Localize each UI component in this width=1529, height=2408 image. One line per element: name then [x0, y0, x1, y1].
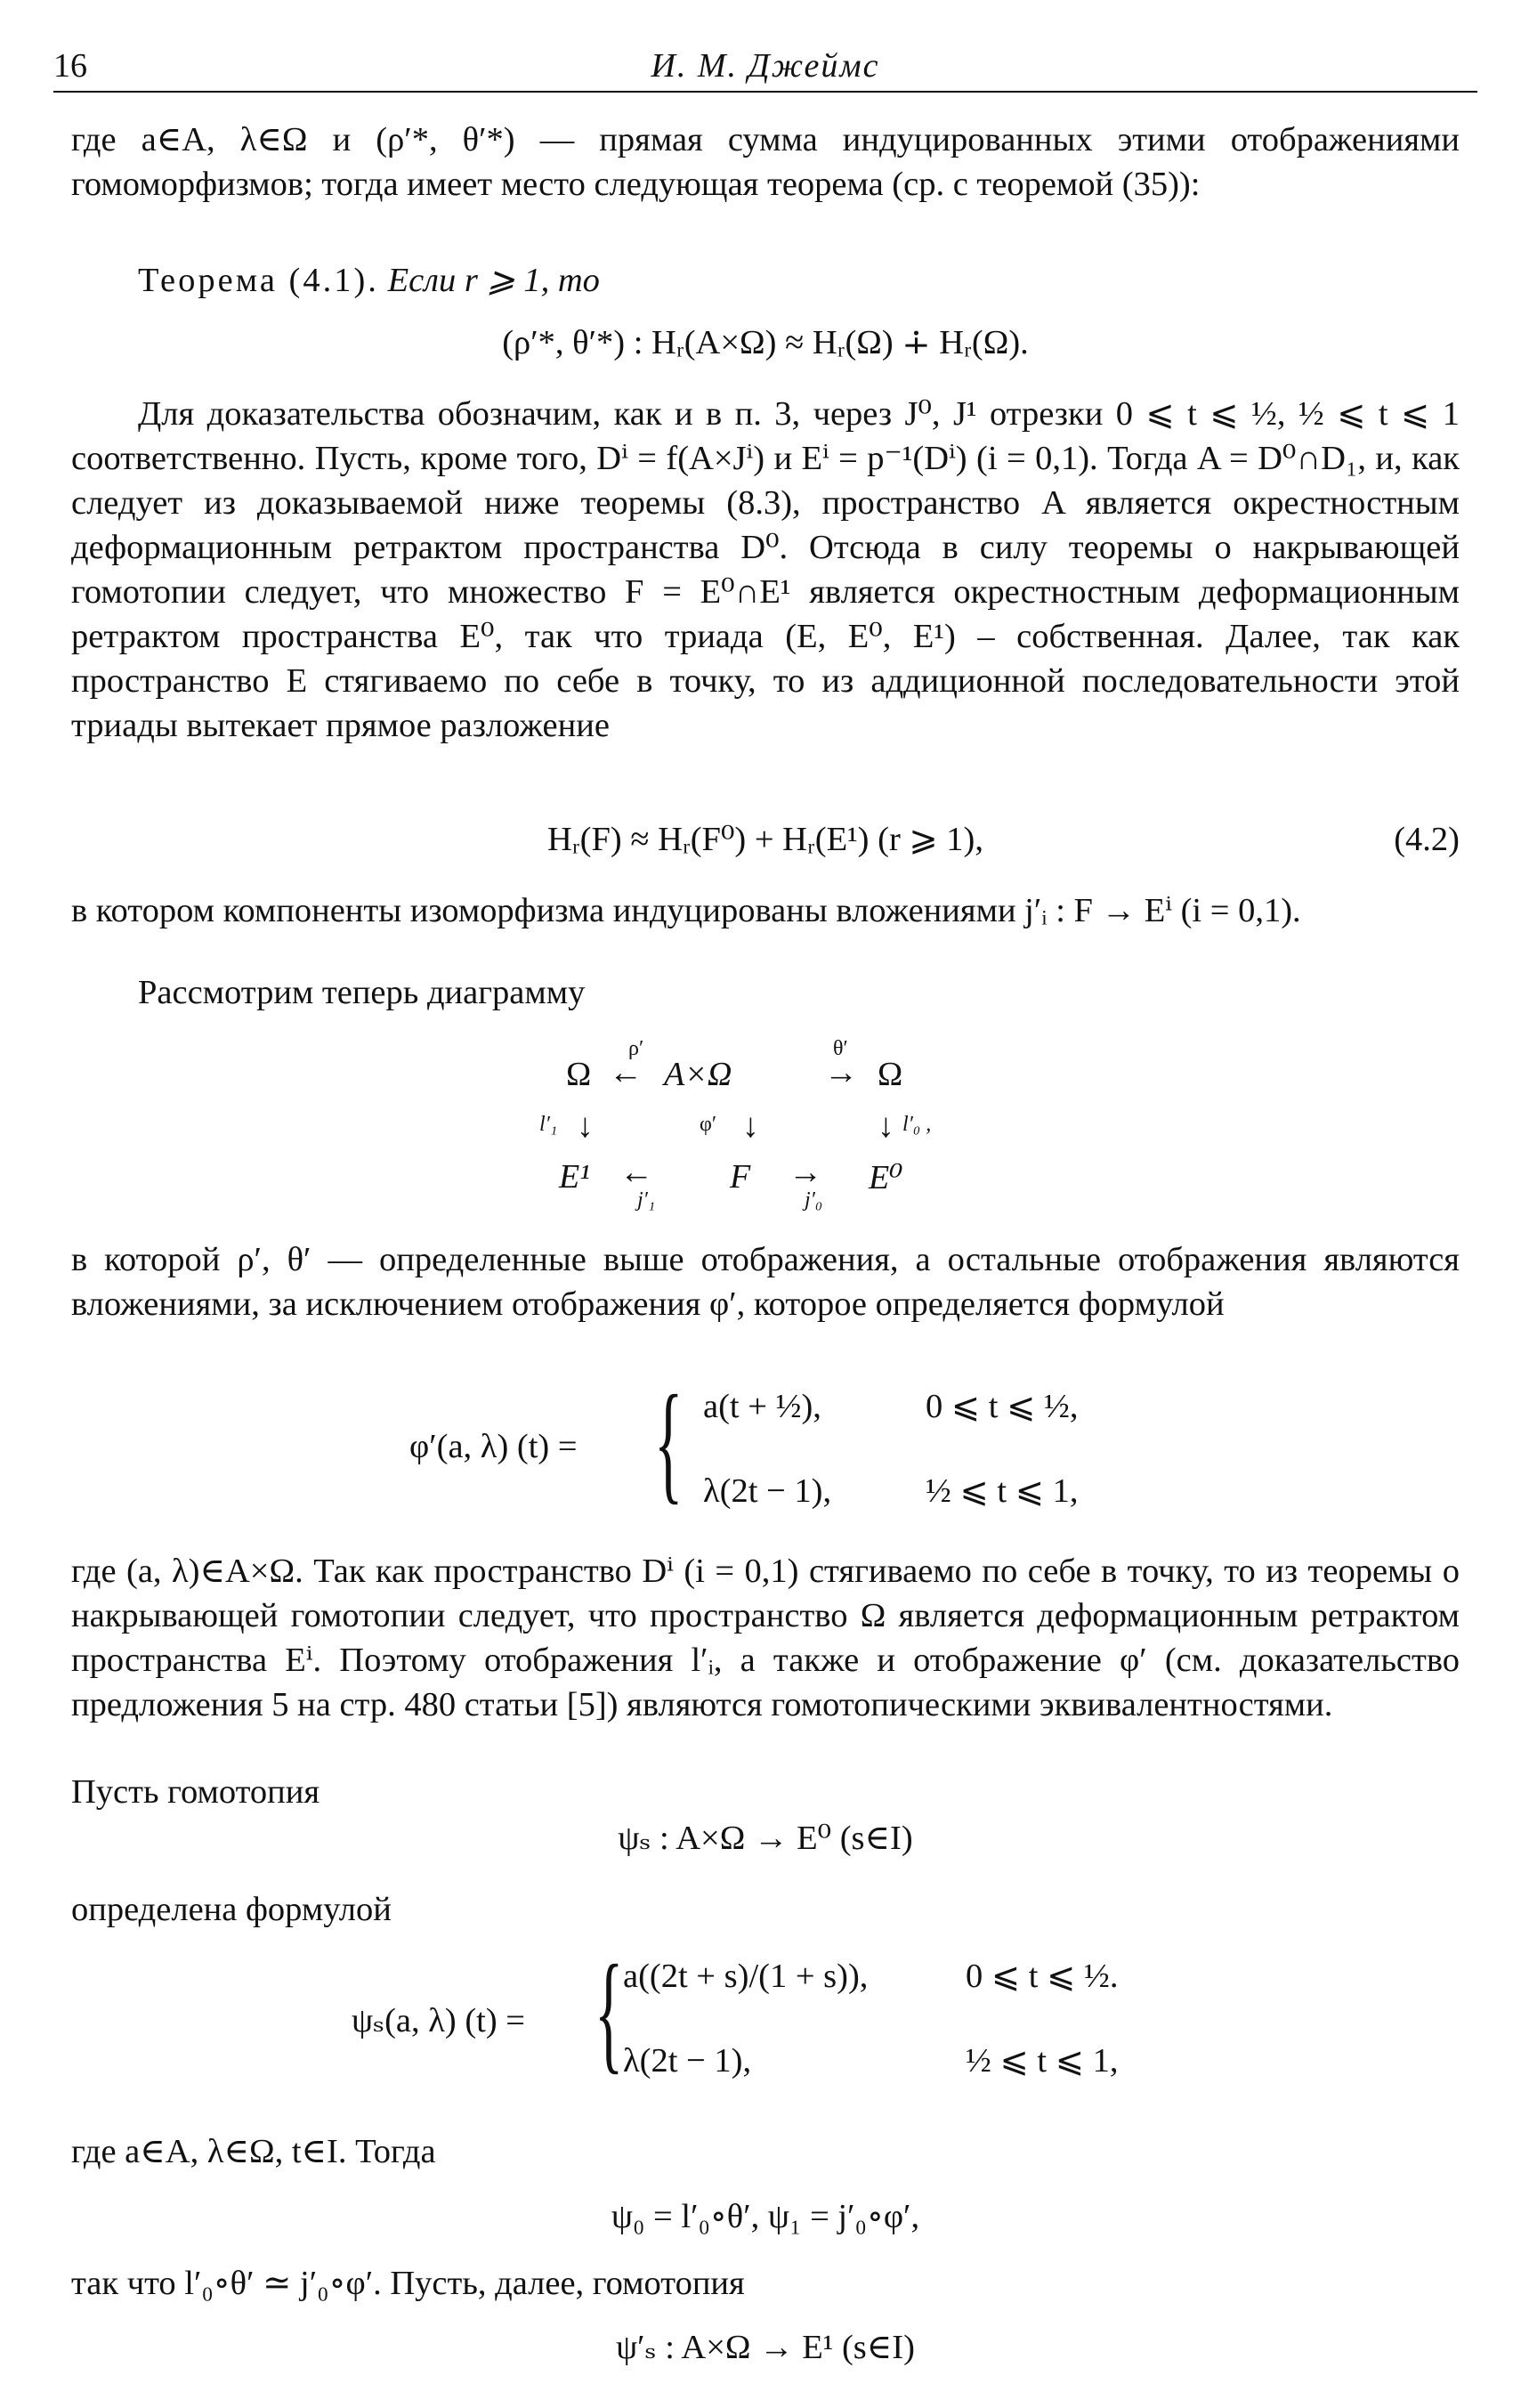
commutative-diagram [539, 1037, 975, 1215]
diagram-bottom-left: E¹ [559, 1158, 590, 1196]
paragraph-intro: где a∈A, λ∈Ω и (ρ′*, θ′*) — прямая сумма индуцированных этими отображениями гомоморфизмов; тогда имеет место следующая теорема (ср. с теоремой (35)): [71, 121, 1460, 203]
diagram-arrow-bottom-right: → [789, 1154, 822, 1191]
diagram-arrow-top-right: → [824, 1054, 858, 1091]
phi-condition-1: 0 ⩽ t ⩽ ½, [926, 1388, 1079, 1425]
paragraph-contractible: где (a, λ)∈A×Ω. Так как пространство Dⁱ (i = 0,1) стягиваемо по себе в точку, то из теоремы о накрывающей гомотопии следует, что пространство Ω является деформационным ретрактом пространства Eⁱ. Поэтому отображения l′ᵢ, а также и отображение φ′ (см. доказательство предложения 5 на стр. 480 статьи [5]) являются гомотопическими эквивалентностями. [71, 1553, 1460, 1723]
equation-4-2: Hᵣ(F) ≈ Hᵣ(F⁰) + Hᵣ(E¹) (r ⩾ 1), [547, 821, 983, 858]
theorem-line [138, 258, 600, 303]
diagram-label-phi: φ′ [700, 1113, 717, 1136]
diagram-label-l1: l′₁ [539, 1113, 558, 1136]
diagram-bottom-right: E⁰ [869, 1159, 903, 1196]
diagram-label-j0: j′₀ [805, 1188, 823, 1212]
diagram-bottom-center: F [730, 1158, 751, 1196]
psi-endpoints-formula: ψ₀ = l′₀∘θ′, ψ₁ = j′₀∘φ′, [611, 2198, 920, 2235]
psi-condition-1: 0 ⩽ t ⩽ ½. [966, 1958, 1119, 1995]
phi-lhs: φ′(a, λ) (t) = [409, 1428, 578, 1465]
diagram-top-center: A×Ω [664, 1056, 732, 1093]
paragraph-maps: в которой ρ′, θ′ — определенные выше отображения, а остальные отображения являются вложениями, за исключением отображения φ′, которое определяется формулой [71, 1241, 1460, 1323]
diagram-label-l0: l′₀ , [902, 1113, 932, 1136]
psi-map-formula: ψₛ : A×Ω → E⁰ (s∈I) [618, 1820, 913, 1857]
running-header [53, 46, 1477, 93]
diagram-top-right: Ω [878, 1056, 903, 1093]
phi-condition-2: ½ ⩽ t ⩽ 1, [926, 1472, 1079, 1510]
psi-condition-2: ½ ⩽ t ⩽ 1, [966, 2042, 1119, 2080]
theorem-formula: (ρ′*, θ′*) : Hᵣ(A×Ω) ≈ Hᵣ(Ω) ∔ Hᵣ(Ω). [502, 324, 1029, 361]
diagram-arrow-down-left: ↓ [577, 1107, 594, 1145]
theorem-label: Теорема (4.1). [138, 262, 379, 299]
psi-brace: { [595, 1938, 624, 2086]
phi-case-1: a(t + ½), [703, 1388, 821, 1425]
diagram-arrow-down-mid: ↓ [742, 1107, 759, 1145]
running-title: И. М. Джеймс [651, 47, 880, 85]
diagram-top-left: Ω [566, 1056, 592, 1093]
paragraph-defined: определена формулой [71, 1891, 392, 1928]
paragraph-diagram-intro: Рассмотрим теперь диаграмму [138, 974, 586, 1011]
psi-case-1: a((2t + s)/(1 + s)), [623, 1958, 869, 1995]
paragraph-then: где a∈A, λ∈Ω, t∈I. Тогда [71, 2133, 436, 2170]
phi-brace: { [654, 1368, 684, 1516]
diagram-label-theta: θ′ [833, 1037, 848, 1060]
psi-prime-map-formula: ψ′ₛ : A×Ω → E¹ (s∈I) [616, 2329, 915, 2366]
diagram-label-j1: j′₁ [637, 1188, 656, 1212]
diagram-arrow-down-right: ↓ [878, 1107, 894, 1145]
diagram-arrow-top-left: ← [609, 1054, 643, 1091]
psi-case-2: λ(2t − 1), [623, 2042, 752, 2080]
paragraph-homotopy: Пусть гомотопия [71, 1773, 320, 1811]
paragraph-proof: Для доказательства обозначим, как и в п. 3, через J⁰, J¹ отрезки 0 ⩽ t ⩽ ½, ½ ⩽ t ⩽ 1 соответственно. Пусть, кроме того, Dⁱ = f(A×Jⁱ) и Eⁱ = p⁻¹(Dⁱ) (i = 0,1). Тогда A = D⁰∩D₁, и, как следует из доказываемой ниже теоремы (8.3), пространство A является окрестностным деформационным ретрактом пространства D⁰. Отсюда в силу теоремы о накрывающей гомотопии следует, что множество F = E⁰∩E¹ является окрестностным деформационным ретрактом пространства E⁰, так что триада (E, E⁰, E¹) – собственная. Далее, так как пространство E стягиваемо по себе в точку, то из аддиционной последовательности этой триады вытекает прямое разложение [71, 395, 1460, 744]
page-number: 16 [53, 47, 87, 85]
equation-label-4-2: (4.2) [1394, 821, 1460, 858]
psi-lhs: ψₛ(a, λ) (t) = [352, 2002, 526, 2039]
paragraph-so-that: так что l′₀∘θ′ ≃ j′₀∘φ′. Пусть, далее, гомотопия [71, 2265, 745, 2302]
phi-case-2: λ(2t − 1), [703, 1472, 832, 1510]
diagram-arrow-bottom-left: ← [619, 1154, 653, 1191]
paragraph-components: в котором компоненты изоморфизма индуцированы вложениями j′ᵢ : F → Eⁱ (i = 0,1). [71, 892, 1301, 929]
theorem-text: Если r ⩾ 1, то [387, 262, 600, 299]
diagram-label-rho: ρ′ [628, 1037, 644, 1060]
